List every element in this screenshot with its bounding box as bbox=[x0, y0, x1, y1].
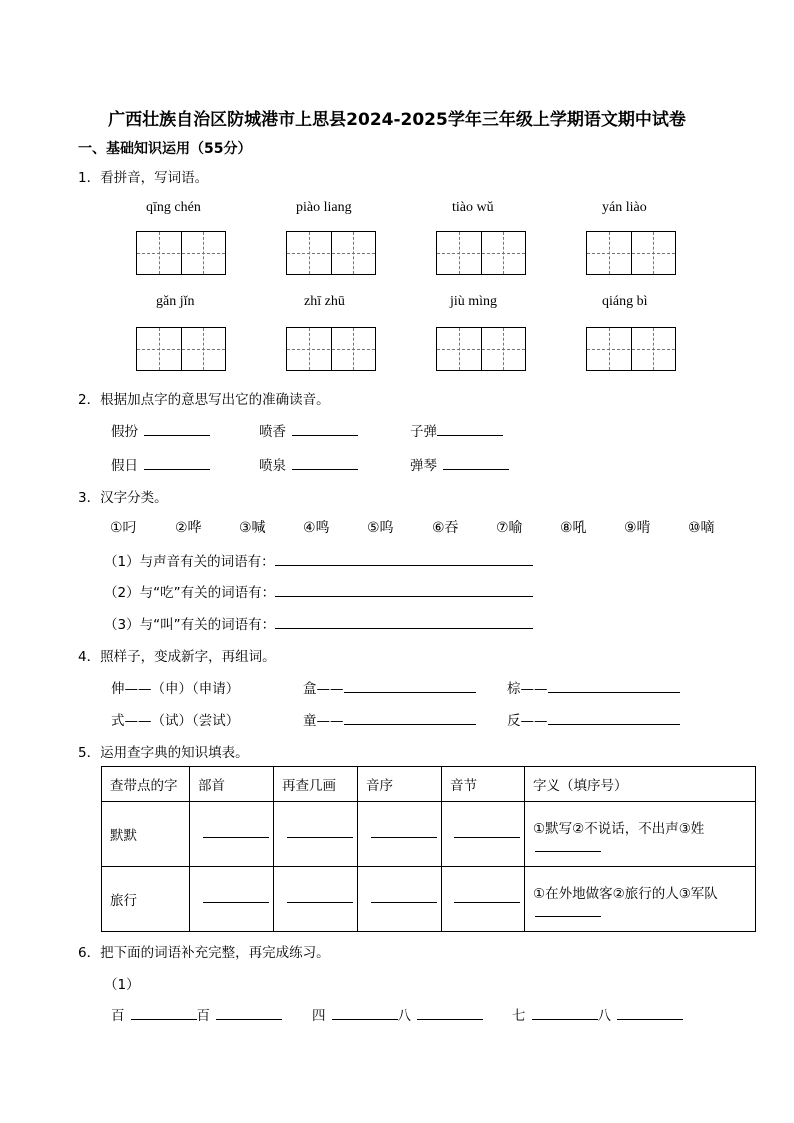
q4-item: 反—— bbox=[507, 709, 680, 729]
char-option: ⑩嘀 bbox=[688, 520, 715, 536]
q2-item: 子弹 bbox=[410, 420, 503, 440]
answer-blank[interactable] bbox=[131, 1006, 197, 1020]
answer-blank[interactable] bbox=[144, 456, 210, 470]
writing-grid[interactable] bbox=[136, 231, 226, 275]
table-cell-blank[interactable] bbox=[190, 867, 274, 932]
answer-blank[interactable] bbox=[417, 1006, 483, 1020]
char-option: ②哗 bbox=[175, 520, 202, 536]
pinyin-label: yán liào bbox=[602, 200, 647, 215]
table-cell-meaning[interactable]: ①在外地做客②旅行的人③军队 bbox=[525, 867, 756, 932]
table-cell-blank[interactable] bbox=[274, 867, 358, 932]
pinyin-label: jiù mìng bbox=[450, 294, 498, 309]
q6-idiom-1: 百 百 bbox=[111, 1004, 282, 1024]
answer-blank[interactable] bbox=[548, 711, 680, 725]
q6-idiom-3: 七 八 bbox=[512, 1004, 683, 1024]
q3-sub-3: （3）与“叫”有关的词语有： bbox=[104, 613, 533, 633]
answer-blank[interactable] bbox=[275, 552, 533, 566]
char-option: ⑤呜 bbox=[367, 520, 394, 536]
q4-item: 棕—— bbox=[507, 677, 680, 697]
page-title: 广西壮族自治区防城港市上思县2024-2025学年三年级上学期语文期中试卷 bbox=[108, 110, 686, 130]
question-4-prompt: 4．照样子，变成新字，再组词。 bbox=[78, 649, 276, 665]
writing-grid[interactable] bbox=[586, 231, 676, 275]
char-option: ⑥吞 bbox=[432, 520, 459, 536]
q3-sub-1: （1）与声音有关的词语有： bbox=[104, 550, 533, 570]
q6-idiom-2: 四 八 bbox=[312, 1004, 483, 1024]
answer-blank[interactable] bbox=[548, 679, 680, 693]
pinyin-label: qiáng bì bbox=[602, 294, 648, 309]
answer-blank[interactable] bbox=[332, 1006, 398, 1020]
q3-sub-2: （2）与“吃”有关的词语有： bbox=[104, 581, 533, 601]
table-header: 查带点的字 bbox=[102, 767, 190, 802]
question-6-prompt: 6．把下面的词语补充完整，再完成练习。 bbox=[78, 945, 330, 961]
q2-item: 假扮 bbox=[111, 420, 210, 440]
table-row bbox=[102, 867, 756, 932]
pinyin-label: zhī zhū bbox=[304, 294, 345, 309]
q4-example: 伸——（申）（申请） bbox=[111, 681, 240, 697]
table-header: 音节 bbox=[442, 767, 525, 802]
pinyin-label: gǎn jǐn bbox=[156, 294, 195, 309]
table-cell-blank[interactable] bbox=[442, 802, 525, 867]
writing-grid[interactable] bbox=[286, 327, 376, 371]
char-option: ①叼 bbox=[110, 520, 137, 536]
answer-blank[interactable] bbox=[144, 422, 210, 436]
answer-blank[interactable] bbox=[216, 1006, 282, 1020]
char-option: ③喊 bbox=[239, 520, 266, 536]
q4-example: 式——（试）（尝试） bbox=[111, 713, 240, 729]
table-header: 字义（填序号） bbox=[525, 767, 756, 802]
answer-blank[interactable] bbox=[344, 679, 476, 693]
table-header: 再查几画 bbox=[274, 767, 358, 802]
table-cell-blank[interactable] bbox=[274, 802, 358, 867]
table-cell-blank[interactable] bbox=[358, 867, 442, 932]
char-option: ⑧吼 bbox=[560, 520, 587, 536]
q2-item: 喷香 bbox=[259, 420, 358, 440]
answer-blank[interactable] bbox=[532, 1006, 598, 1020]
q2-item: 喷泉 bbox=[259, 454, 358, 474]
pinyin-label: piào liang bbox=[296, 200, 352, 215]
pinyin-label: qīng chén bbox=[146, 200, 201, 215]
question-1-prompt: 1．看拼音，写词语。 bbox=[78, 170, 209, 186]
writing-grid[interactable] bbox=[136, 327, 226, 371]
answer-blank[interactable] bbox=[275, 615, 533, 629]
table-row bbox=[102, 802, 756, 867]
q4-item: 童—— bbox=[303, 709, 476, 729]
writing-grid[interactable] bbox=[436, 231, 526, 275]
char-option: ④鸣 bbox=[303, 520, 330, 536]
char-option: ⑨啃 bbox=[624, 520, 651, 536]
answer-blank[interactable] bbox=[344, 711, 476, 725]
dictionary-table bbox=[101, 766, 756, 932]
section-heading: 一、基础知识运用（55分） bbox=[78, 141, 252, 157]
writing-grid[interactable] bbox=[286, 231, 376, 275]
answer-blank[interactable] bbox=[437, 422, 503, 436]
answer-blank[interactable] bbox=[275, 583, 533, 597]
writing-grid[interactable] bbox=[436, 327, 526, 371]
answer-blank[interactable] bbox=[617, 1006, 683, 1020]
table-cell-blank[interactable] bbox=[190, 802, 274, 867]
q4-item: 盒—— bbox=[303, 677, 476, 697]
table-header: 部首 bbox=[190, 767, 274, 802]
q2-item: 假日 bbox=[111, 454, 210, 474]
table-cell-word: 旅行 bbox=[102, 867, 190, 932]
answer-blank[interactable] bbox=[443, 456, 509, 470]
table-cell-blank[interactable] bbox=[358, 802, 442, 867]
answer-blank[interactable] bbox=[292, 456, 358, 470]
pinyin-label: tiào wǔ bbox=[452, 200, 494, 215]
answer-blank[interactable] bbox=[292, 422, 358, 436]
table-cell-word: 默默 bbox=[102, 802, 190, 867]
q2-item: 弹琴 bbox=[410, 454, 509, 474]
question-2-prompt: 2．根据加点字的意思写出它的准确读音。 bbox=[78, 392, 330, 408]
writing-grid[interactable] bbox=[586, 327, 676, 371]
question-5-prompt: 5．运用查字典的知识填表。 bbox=[78, 745, 249, 761]
q6-sub-label: （1） bbox=[104, 977, 140, 993]
table-cell-blank[interactable] bbox=[442, 867, 525, 932]
table-header: 音序 bbox=[358, 767, 442, 802]
question-3-prompt: 3．汉字分类。 bbox=[78, 490, 168, 506]
char-option: ⑦喻 bbox=[496, 520, 523, 536]
table-cell-meaning[interactable]: ①默写②不说话，不出声③姓 bbox=[525, 802, 756, 867]
